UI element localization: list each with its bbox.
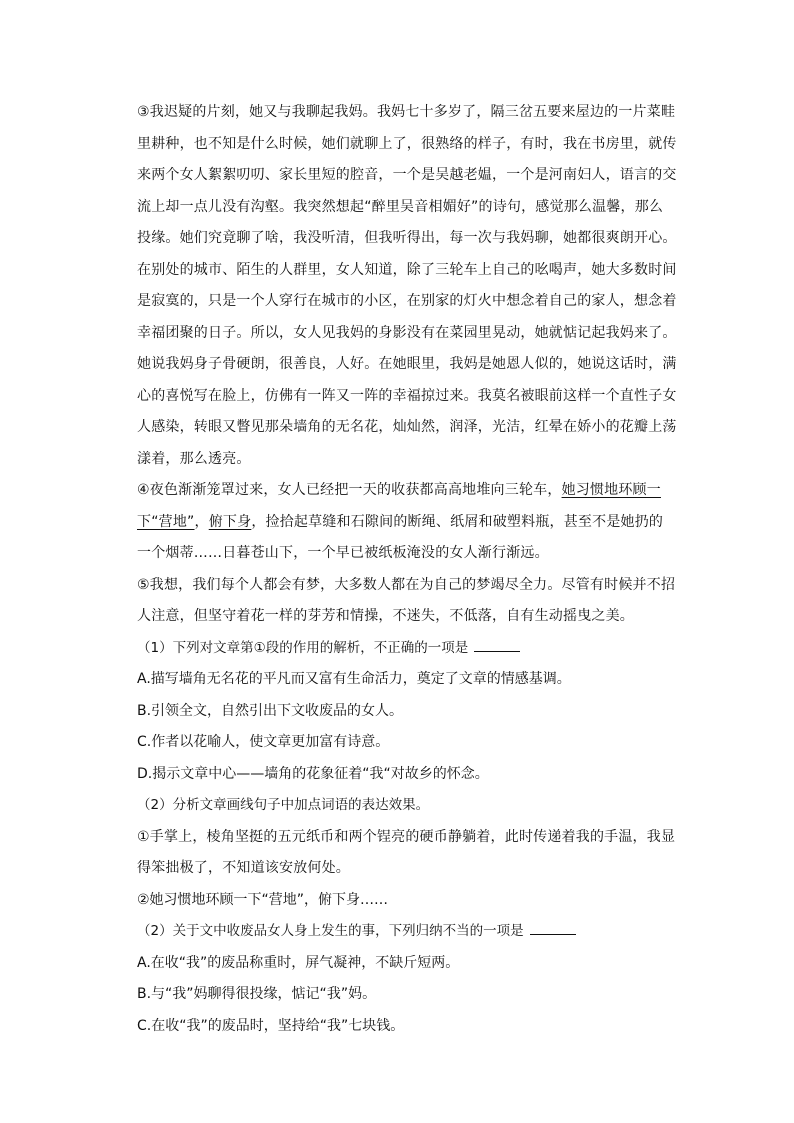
question-3: [137, 916, 677, 948]
question-1-text: （1）下列对文章第①段的作用的解析，不正确的一项是: [137, 639, 469, 656]
paragraph-5: ⑤我想，我们每个人都会有梦，大多数人都在为自己的梦竭尽全力。尽管有时候并不招人注意，但坚守着花一样的芽芳和情操，不迷失，不低落，自有生动摇曳之美。: [137, 576, 676, 624]
question-1-option-a: A.描写墙角无名花的平凡而又富有生命活力，奠定了文章的情感基调。: [137, 671, 571, 687]
paragraph-4-text-a: ④夜色渐渐笼罩过来，女人已经把一天的收获都高高地堆向三轮车，: [137, 482, 562, 498]
question-3-option-a: A.在收“我”的废品称重时，屏气凝神，不缺斤短两。: [137, 954, 460, 971]
paragraph-3: ③我迟疑的片刻，她又与我聊起我妈。我妈七十多岁了，隔三岔五要来屋边的一片菜畦里耕种，也不知是什么时候，她们就聊上了，很熟络的样子，有时，我在书房里，就传来两个女人絮絮叨叨、家长里短的腔音，一个是吴越老媪，一个是河南妇人，语言的交流上却一点儿没有沟壑。我突然想起“醉里吴音相媚好”的诗句，感觉那么温馨，那么投缘。她们究竟聊了啥，我没听清，但我听得出，每一次与我妈聊，她都很爽朗开心。在别处的城市、陌生的人群里，女人知道，除了三轮车上自己的吆喝声，她大多数时间是寂寞的，只是一个人穿行在城市的小区，在别家的灯火中想念着自己的家人，想念着幸福团聚的日子。所以，女人见我妈的身影没有在菜园里晃动，她就惦记起我妈来了。她说我妈身子骨硬朗，很善良，人好。在她眼里，我妈是她恩人似的，她说这话时，满心的喜悦写在脸上，仿佛有一阵又一阵的幸福掠过来。我莫名被眼前这样一个直性子女人感染，转眼又瞥见那朵墙角的无名花，灿灿然，润泽，光洁，红晕在娇小的花瓣上荡漾着，那么透亮。: [137, 104, 677, 467]
question-2-item-2: ②她习惯地环顾一下“营地”，俯下身……: [137, 891, 389, 908]
paragraph-4-text-b: ，: [194, 513, 209, 530]
underlined-phrase-1: 她习惯地环顾一下“营地”: [137, 482, 661, 530]
question-1: [137, 633, 677, 665]
underlined-phrase-2: 俯下身: [208, 513, 252, 530]
question-3-text: （2）关于文中收废品女人身上发生的事，下列归纳不当的一项是: [137, 923, 524, 939]
question-1-option-d: D.揭示文章中心——墙角的花象征着“我“对故乡的怀念。: [137, 765, 489, 782]
question-2-item-1: ①手掌上，棱角坚挺的五元纸币和两个锃亮的硬币静躺着，此时传递着我的手温，我显得笨拙极了，不知道该安放何处。: [137, 828, 676, 876]
question-1-option-c: C.作者以花喻人，使文章更加富有诗意。: [137, 734, 390, 750]
question-3-option-c: C.在收“我”的废品时，坚持给“我”七块钱。: [137, 1017, 405, 1034]
answer-blank-1[interactable]: [474, 639, 520, 652]
question-3-option-b: B.与“我”妈聊得很投缘，惦记“我”妈。: [137, 986, 377, 1002]
answer-blank-3[interactable]: [530, 922, 576, 935]
question-2: （2）分析文章画线句子中加点词语的表达效果。: [137, 797, 430, 813]
paragraph-4-text-c: ，捡拾起草缝和石隙间的断绳、纸屑和破塑料瓶，甚至不是她扔的一个烟蒂……日暮苍山下，一个早已被纸板淹没的女人渐行渐远。: [137, 513, 664, 561]
question-1-option-b: B.引领全文，自然引出下文收废品的女人。: [137, 702, 404, 719]
article-body: [137, 97, 677, 1042]
paragraph-4: [137, 475, 677, 570]
